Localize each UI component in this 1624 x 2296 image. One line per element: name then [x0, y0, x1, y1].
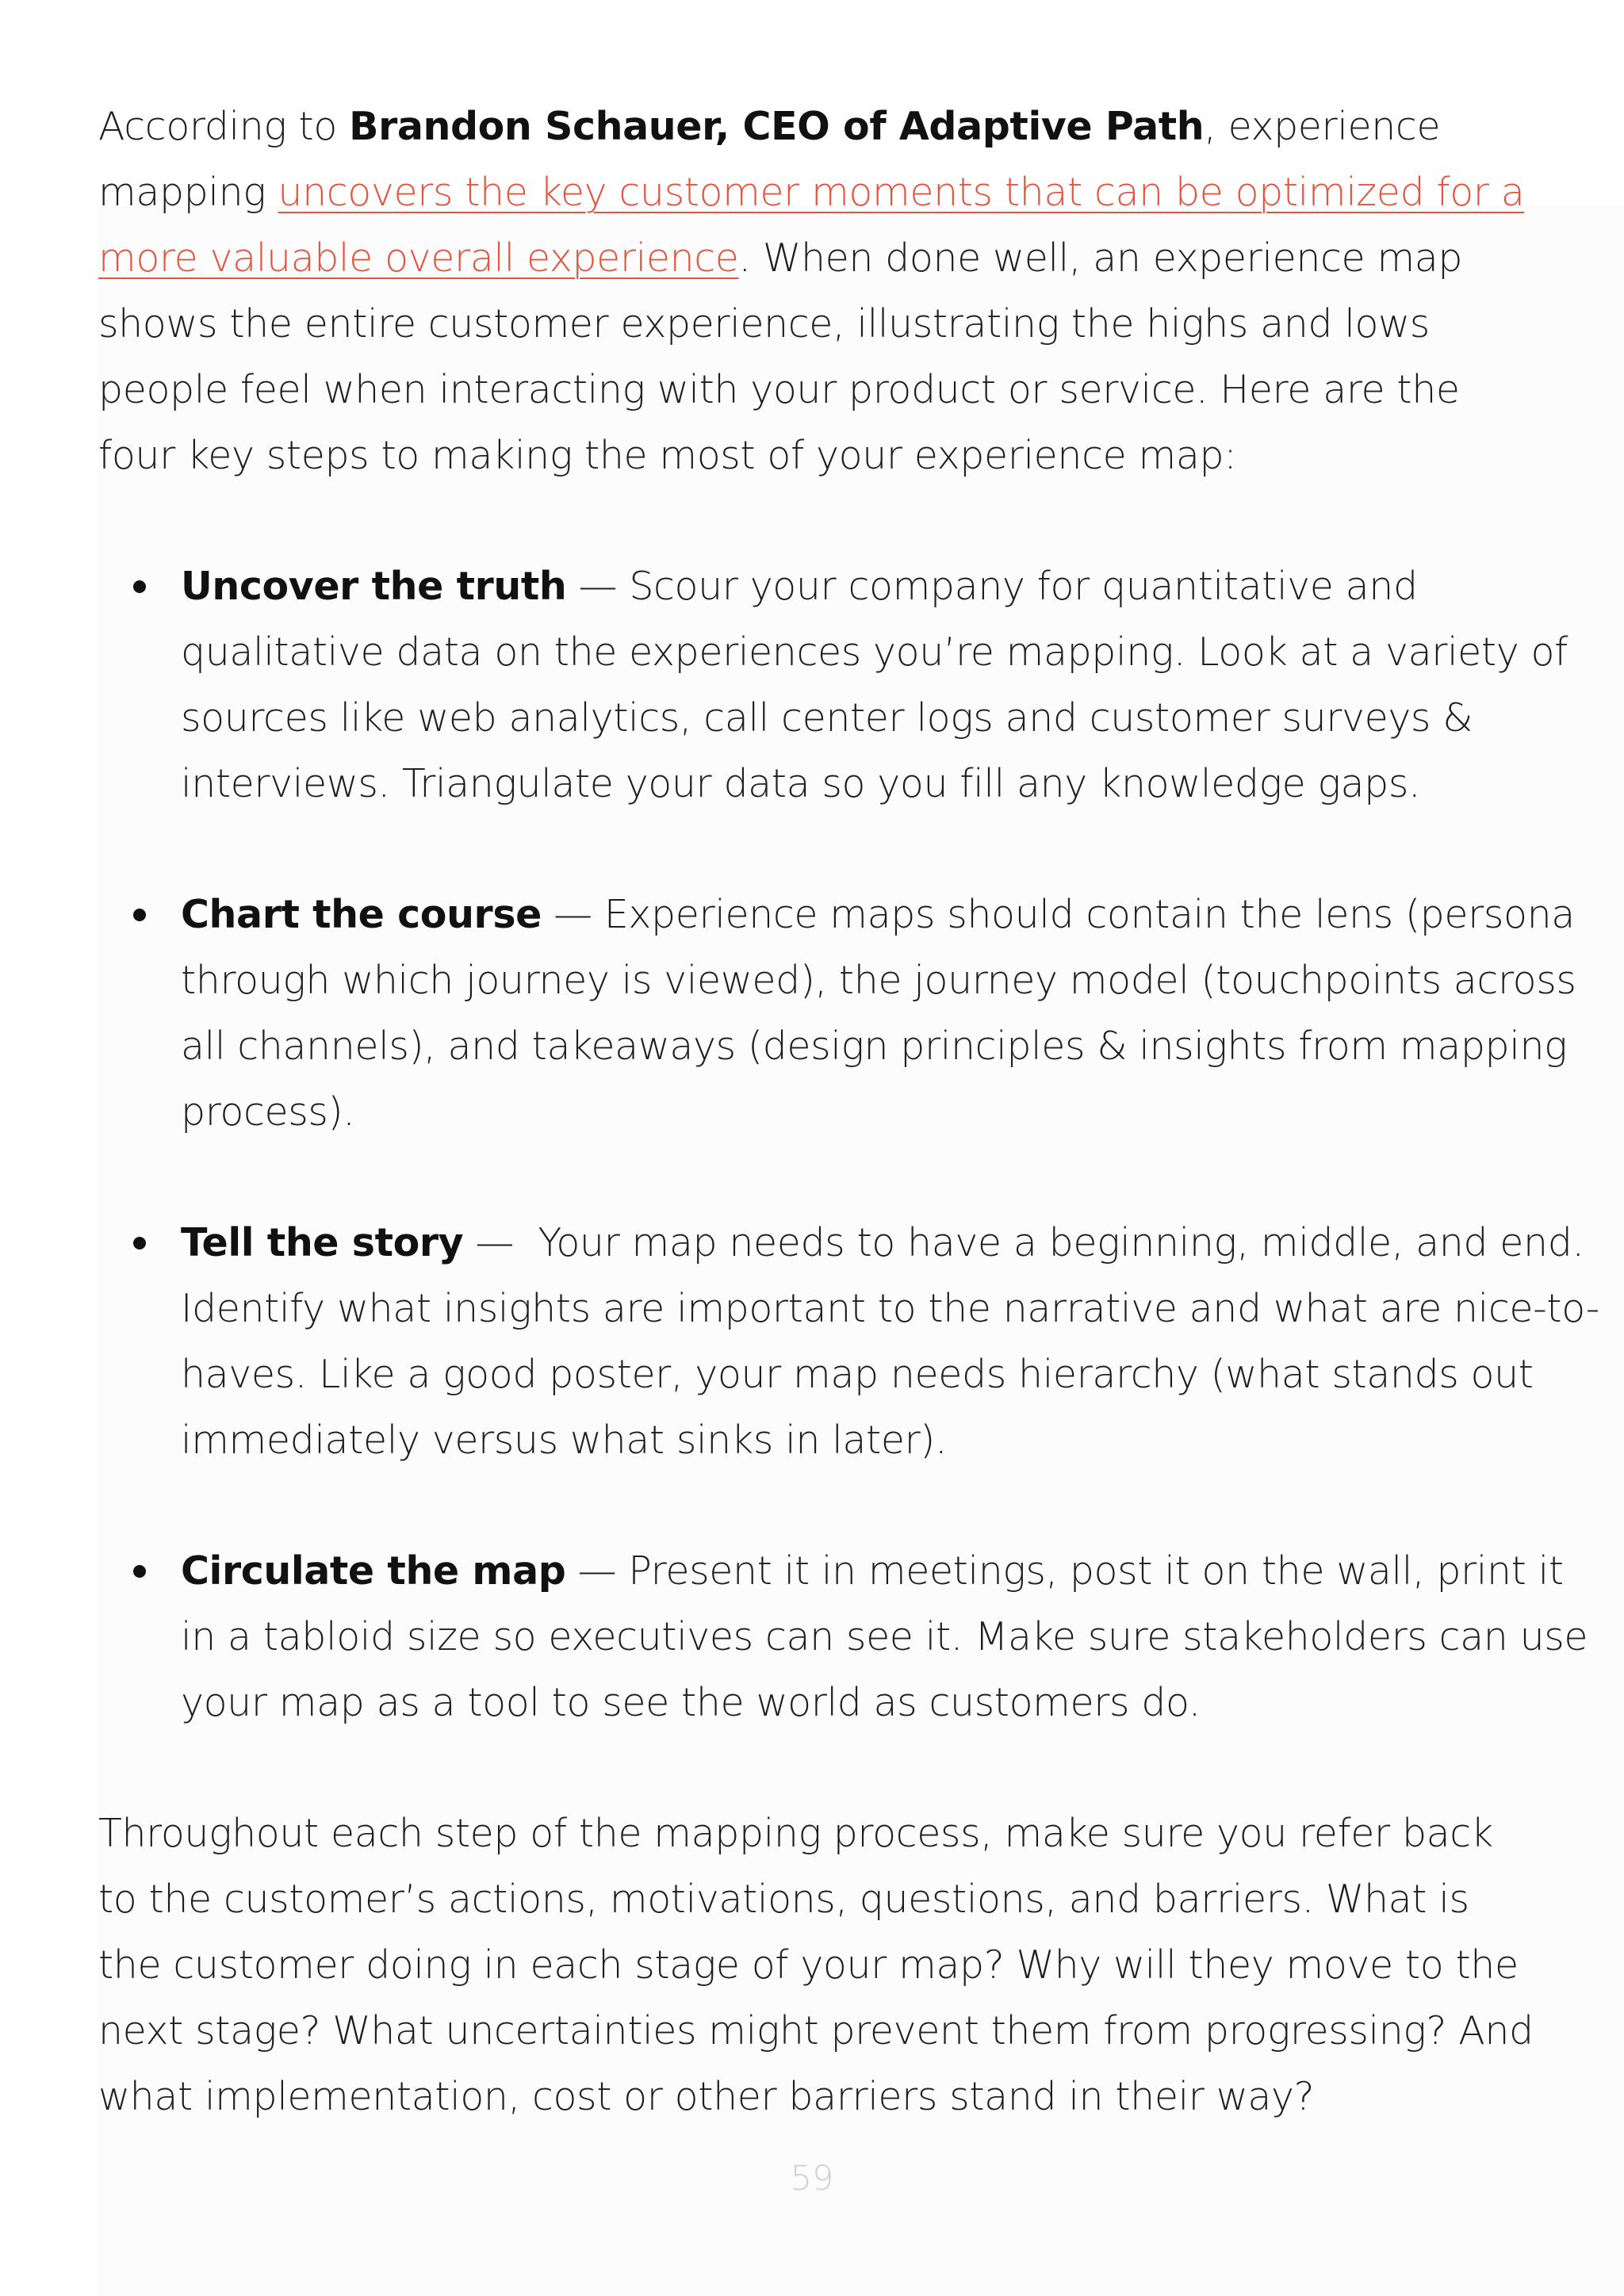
intro-rest: . When done well, an experience map shows the entire customer experience, illustrating the highs and lows people feel when interacting with your product or service. Here are the four key steps to making the most of your experience map:	[98, 235, 1463, 478]
step-title: Chart the course	[181, 892, 542, 937]
step-body: Present it in meetings, post it on the wall, print it in a tabloid size so executives can see it. Make sure stakeholders can use your map as a tool to see the world as customers do.	[181, 1548, 1588, 1725]
list-item	[98, 553, 1608, 817]
list-item	[98, 1210, 1608, 1473]
intro-mid: , experience mapping	[98, 104, 1441, 215]
step-body: Your map needs to have a beginning, middle, and end. Identify what insights are important to the narrative and what are nice-to-haves. Like a good poster, your map needs hierarchy (what stands out immediately versus what sinks in later).	[181, 1220, 1600, 1463]
source-link[interactable]: uncovers the key customer moments that can be optimized for a more valuable overall experience	[98, 170, 1525, 281]
bullet-icon	[133, 580, 146, 593]
step-dash: —	[565, 1548, 629, 1594]
bullet-icon	[133, 1237, 146, 1249]
page-number: 59	[790, 2159, 834, 2198]
intro-paragraph	[98, 94, 1526, 488]
page-content	[98, 94, 1600, 2130]
step-dash: —	[566, 564, 630, 609]
step-body: Experience maps should contain the lens (persona through which journey is viewed), the journey model (touchpoints across all channels), and takeaways (design principles & insights from mapping process).	[181, 892, 1576, 1135]
steps-list	[98, 553, 1600, 1735]
step-title: Uncover the truth	[181, 564, 567, 609]
step-title: Tell the story	[181, 1220, 464, 1265]
step-body: Scour your company for quantitative and qualitative data on the experiences you’re mapping. Look at a variety of sources like web analytics, call center logs and customer surveys & interviews. Triangulate your data so you fill any knowledge gaps.	[181, 564, 1568, 806]
step-dash: —	[541, 892, 604, 937]
list-item	[98, 882, 1608, 1145]
intro-lead: According to	[98, 104, 350, 149]
step-title: Circulate the map	[181, 1548, 566, 1594]
bullet-icon	[133, 1565, 146, 1578]
step-dash: —	[463, 1220, 538, 1265]
list-item	[98, 1538, 1608, 1735]
bullet-icon	[133, 909, 146, 921]
closing-paragraph: Throughout each step of the mapping process, make sure you refer back to the customer’s actions, motivations, questions, and barriers. What is the customer doing in each stage of your map? Why will they move to the next stage? What uncertainties might prevent them from progressing? And what implementation, cost or other barriers stand in their way?	[98, 1811, 1534, 2119]
author-name: Brandon Schauer, CEO of Adaptive Path	[349, 104, 1205, 149]
